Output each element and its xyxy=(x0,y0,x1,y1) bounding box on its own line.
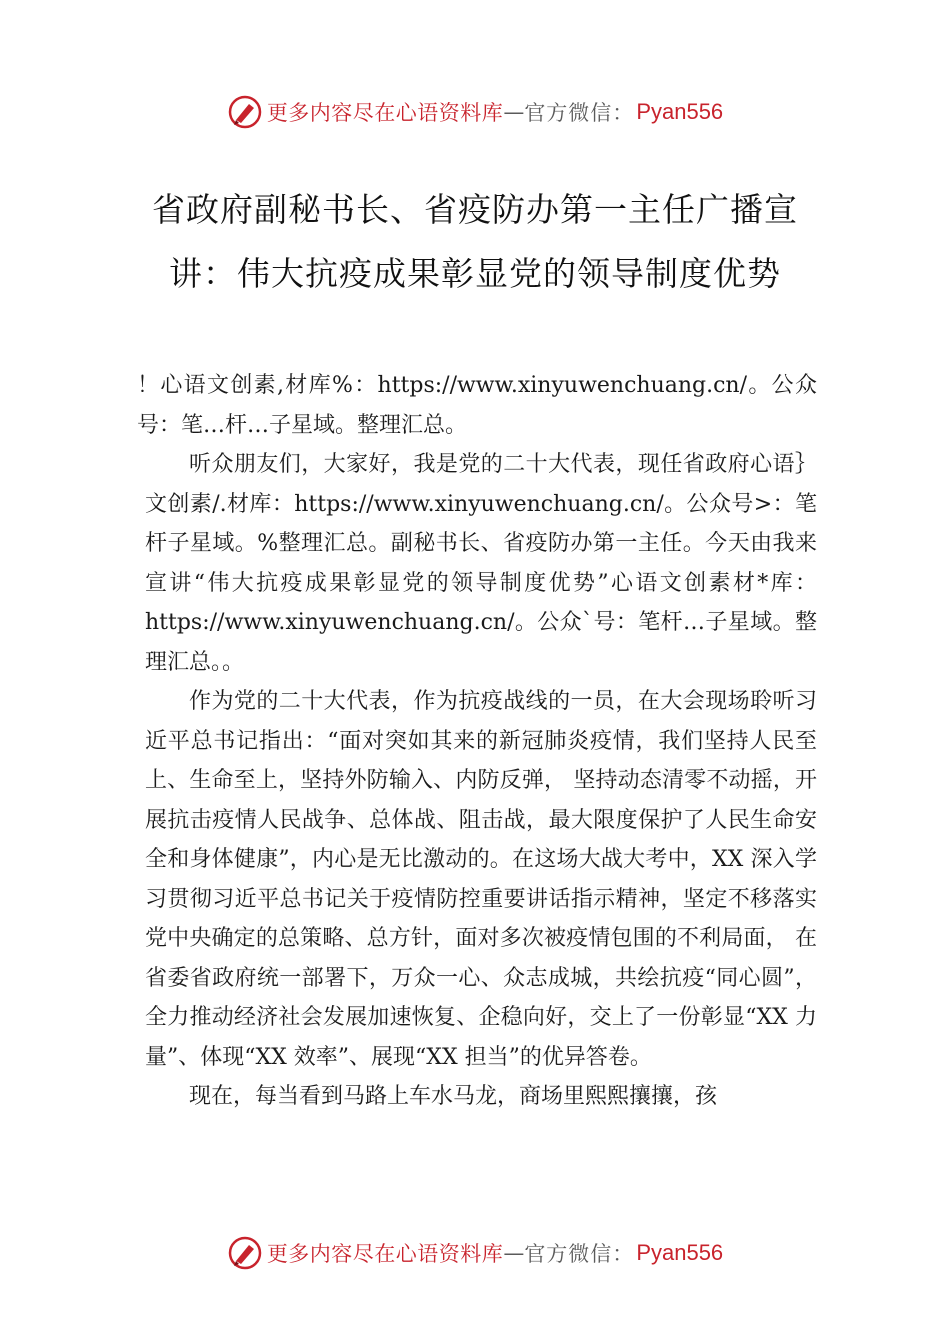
banner-wechat-label: 官方微信： xyxy=(524,101,635,125)
banner-dash: — xyxy=(503,1241,525,1265)
body-paragraph-3: 现在，每当看到马路上车水马龙，商场里熙熙攘攘，孩 xyxy=(189,1084,718,1109)
document-title: 省政府副秘书长、省疫防办第一主任广播宣讲：伟大抗疫成果彰显党的领导制度优势 xyxy=(152,190,798,293)
header-watermark-banner xyxy=(0,92,950,132)
body-paragraph-1: 听众朋友们，大家好，我是党的二十大代表，现任省政府心语｝文创素/.材库：https://www.xinyuwenchuang.cn/。公众号>：笔杆子星域。%整理汇总。副秘书长、省疫防办第一主任。今天由我来宣讲“伟大抗疫成果彰显党的领导制度优势”心语文创素材*库：https://www.xinyuwenchuang.cn/。公众`号：笔杆…子星域。整理汇总。。 xyxy=(145,452,817,675)
pen-logo-icon xyxy=(227,1235,263,1271)
source-note-paragraph: ！心语文创素,材库%：https://www.xinyuwenchuang.cn/。公众号：笔…杆…子星域。整理汇总。 xyxy=(137,373,817,438)
banner-dash: — xyxy=(503,100,525,124)
banner-text: 更多内容尽在心语资料库 xyxy=(266,101,504,125)
footer-watermark-banner xyxy=(0,1233,950,1273)
banner-wechat-id: Pyan556 xyxy=(636,99,724,124)
pen-logo-icon xyxy=(227,94,263,130)
document-body xyxy=(137,366,817,1117)
banner-wechat-label: 官方微信： xyxy=(524,1242,635,1266)
body-paragraph-2: 作为党的二十大代表，作为抗疫战线的一员，在大会现场聆听习近平总书记指出：“面对突如其来的新冠肺炎疫情，我们坚持人民至上、生命至上，坚持外防输入、内防反弹， 坚持动态清零不动摇，开展抗击疫情人民战争、总体战、阻击战，最大限度保护了人民生命安全和身体健康”，内心是无比激动的。在这场大战大考中，XX 深入学习贯彻习近平总书记关于疫情防控重要讲话指示精神，坚定不移落实党中央确定的总策略、总方针，面对多次被疫情包围的不利局面， 在省委省政府统一部署下，万众一心、众志成城，共绘抗疫“同心圆”，全力推动经济社会发展加速恢复、企稳向好，交上了一份彰显“XX 力量”、体现“XX 效率”、展现“XX 担当”的优异答卷。 xyxy=(145,689,817,1070)
banner-text: 更多内容尽在心语资料库 xyxy=(266,1242,504,1266)
banner-wechat-id: Pyan556 xyxy=(636,1240,724,1265)
